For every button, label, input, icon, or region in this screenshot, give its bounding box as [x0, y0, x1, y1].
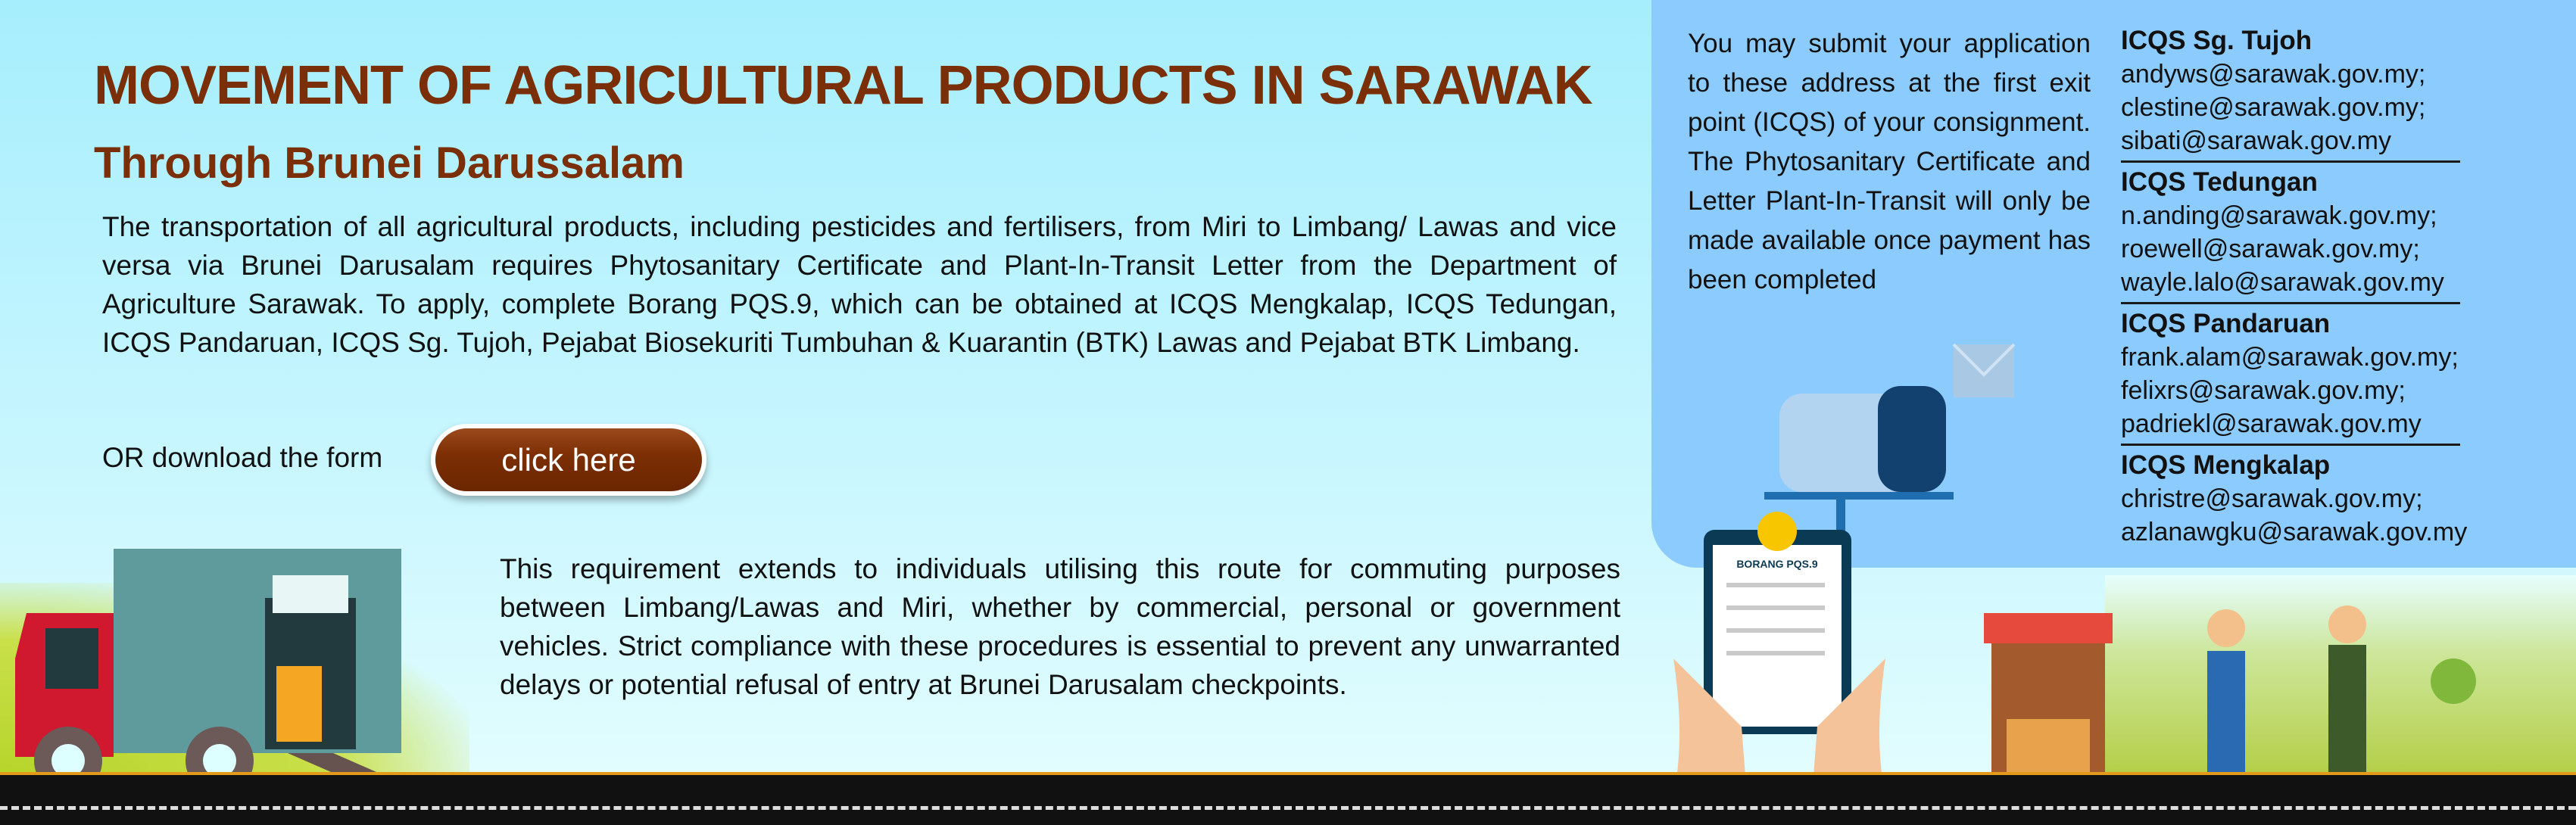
truck-illustration — [15, 545, 409, 780]
email-link[interactable]: frank.alam@sarawak.gov.my; — [2121, 343, 2459, 372]
email-link[interactable]: christre@sarawak.gov.my; — [2121, 484, 2423, 513]
road — [0, 772, 2576, 825]
farmer-woman — [2207, 651, 2245, 772]
email-link[interactable]: wayle.lalo@sarawak.gov.my — [2121, 268, 2444, 297]
icqs-group — [2121, 166, 2460, 304]
email-link[interactable]: azlanawgku@sarawak.gov.my — [2121, 518, 2468, 546]
click-here-button[interactable]: click here — [431, 424, 706, 496]
market-stall-illustration — [1969, 598, 2574, 780]
icqs-group — [2121, 449, 2468, 552]
icqs-group — [2121, 307, 2460, 446]
road-lane-markings — [0, 806, 2576, 810]
email-link[interactable]: felixrs@sarawak.gov.my; — [2121, 376, 2406, 405]
email-directory — [2121, 24, 2468, 555]
clipboard-label: BORANG PQS.9 — [1736, 558, 1818, 570]
requirement-paragraph: This requirement extends to individuals utilising this route for commuting purposes between Limbang/Lawas and Miri, whether by commercial, personal or government vehicles. Strict compliance with these procedures is essential to prevent any unwarranted delays or potential refusal of entry at Brunei Darusalam checkpoints. — [500, 553, 1620, 700]
email-link[interactable]: clestine@sarawak.gov.my; — [2121, 93, 2426, 122]
submission-note: You may submit your application to these address at the first exit point (ICQS) of your consignment. The Phytosanitary Certificate and Letter Plant-In-Transit will only be made available once payment has been completed — [1688, 29, 2091, 294]
email-link[interactable]: padriekl@sarawak.gov.my — [2121, 409, 2422, 438]
page-title: MOVEMENT OF AGRICULTURAL PRODUCTS IN SARAWAK — [94, 55, 1592, 116]
download-label: OR download the form — [102, 442, 383, 473]
email-link[interactable]: andyws@sarawak.gov.my; — [2121, 60, 2426, 89]
intro-paragraph: The transportation of all agricultural products, including pesticides and fertilisers, from Miri to Limbang/ Lawas and vice versa via Brunei Darusalam requires Phytosanitary Certificate and Plant-In-Transit Letter from the Department of Agriculture Sarawak. To apply, complete Borang PQS.9, which can be obtained at ICQS Mengkalap, ICQS Tedungan, ICQS Pandaruan, ICQS Sg. Tujoh, Pejabat Biosekuriti Tumbuhan & Kuarantin (BTK) Lawas and Pejabat BTK Limbang. — [102, 211, 1617, 358]
page-subtitle: Through Brunei Darussalam — [94, 139, 685, 188]
farmer-man — [2328, 645, 2366, 772]
email-link[interactable]: sibati@sarawak.gov.my — [2121, 126, 2391, 155]
icqs-group — [2121, 24, 2460, 163]
icqs-name: ICQS Mengkalap — [2121, 450, 2331, 480]
icqs-name: ICQS Pandaruan — [2121, 309, 2331, 338]
icqs-name: ICQS Tedungan — [2121, 167, 2318, 197]
email-link[interactable]: n.anding@sarawak.gov.my; — [2121, 201, 2437, 230]
email-link[interactable]: roewell@sarawak.gov.my; — [2121, 235, 2420, 263]
icqs-name: ICQS Sg. Tujoh — [2121, 26, 2312, 55]
